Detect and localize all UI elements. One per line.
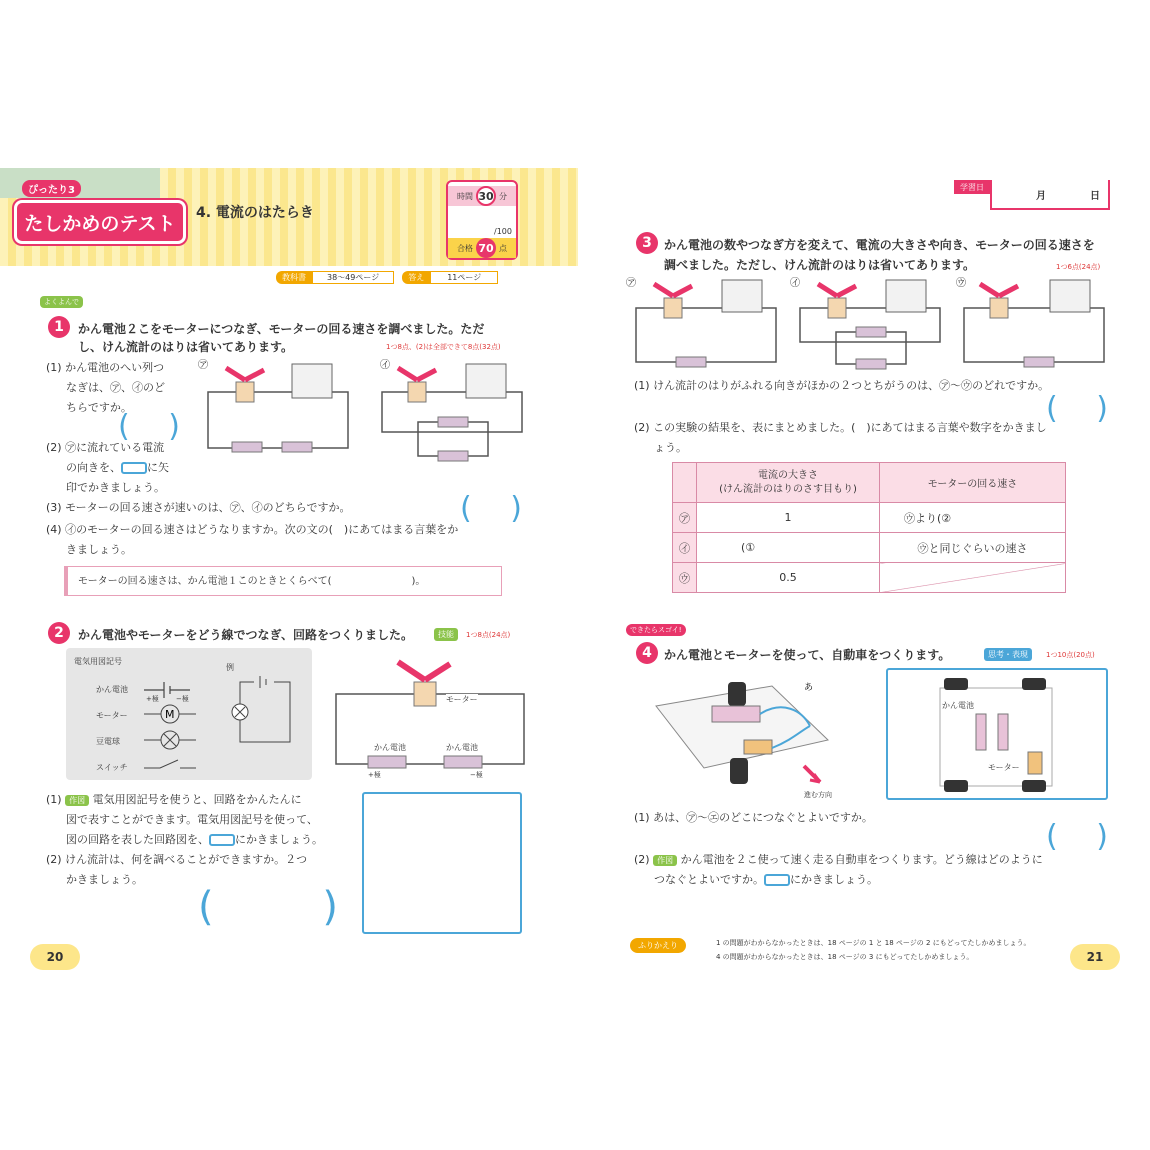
galvanometer-a-icon [292, 364, 332, 398]
score-total: /100 [494, 227, 512, 236]
box-motor-icon [1028, 752, 1042, 774]
date-label: 学習日 [954, 180, 990, 194]
pass-row [448, 238, 516, 258]
q2-battery1-icon [368, 756, 406, 768]
q3-label-a: ㋐ [626, 278, 636, 289]
q2-number: 2 [48, 622, 70, 644]
q3-battery-a-icon [676, 357, 706, 367]
q1-s1a: (1) かん電池のへい列つ [46, 361, 165, 374]
row-a-current: 1 [697, 503, 880, 533]
box-battery-2-icon [998, 714, 1008, 750]
q2-text: かん電池やモーターをどう線でつなぎ、回路をつくりました。 [78, 628, 414, 642]
q2-s2-answer[interactable]: ( ) [198, 884, 338, 930]
q3-motor-i-icon [828, 298, 846, 318]
q1-s1-answer[interactable]: ( ) [118, 409, 180, 444]
q2-s2b: かきましょう。 [66, 873, 143, 886]
q4-box-battery-label: かん電池 [942, 701, 974, 710]
row-i-current[interactable]: (① [697, 533, 880, 563]
q1-number: 1 [48, 316, 70, 338]
q2-s1d-line [66, 830, 323, 850]
q1-s2b-line [66, 458, 169, 478]
q2-s1e: にかきましょう。 [235, 833, 323, 846]
q3-s2b: ょう。 [654, 441, 687, 454]
motor-i-icon [408, 382, 426, 402]
q4-tag: 思考・表現 [984, 648, 1032, 661]
legend-symbols [140, 670, 300, 780]
q2-minus: −極 [470, 771, 483, 779]
q3-label-i: ㋑ [790, 278, 800, 289]
th1b: (けん流計のはりのさす目もり) [719, 483, 857, 495]
pass-label: 合格 [457, 243, 473, 253]
q4-points: 1つ10点(20点) [1046, 651, 1095, 659]
q1-s4a: (4) ㋑のモーターの回る速さはどうなりますか。次の文の( )にあてはまる言葉をか [46, 523, 459, 536]
month-label: 月 [1036, 190, 1046, 202]
switch-symbol-icon [144, 760, 196, 768]
bulb-symbol-lines [144, 734, 196, 746]
time-unit: 分 [499, 191, 507, 201]
q1-s4b: きましょう。 [66, 543, 132, 556]
galvanometer-i-icon [466, 364, 506, 398]
q1-circuit-diagrams [196, 356, 536, 466]
car-label-a: あ [804, 683, 814, 693]
q4-s2a: (2) [634, 853, 650, 866]
page-title: 4. 電流のはたらき [196, 205, 314, 221]
answer-page: 11ページ [430, 271, 498, 284]
car-illustration [652, 670, 874, 800]
q2-s1c: 図で表すことができます。電気用図記号を使って、 [66, 813, 318, 826]
box-wheel-2-icon [1022, 678, 1046, 690]
q2-s1d: 図の回路を表した回路図を、 [66, 833, 209, 846]
table-header-current [697, 463, 880, 503]
q3-text-2: 調べました。ただし、けん流計のはりは省いてあります。 [664, 258, 976, 272]
q1-s1c: ちらですか。 [66, 401, 132, 414]
box-wheel-4-icon [1022, 780, 1046, 792]
q3-propeller-a-icon [654, 284, 692, 296]
car-motor-icon [744, 740, 772, 754]
q4-s2-line [634, 850, 1043, 871]
q2-s1a: (1) [46, 793, 62, 806]
battery-a1-icon [232, 442, 262, 452]
q2-drawing-area[interactable] [362, 792, 522, 934]
row-u-key: ㋒ [673, 563, 697, 593]
brand-small: ぴったり3 [22, 180, 81, 197]
q3-points: 1つ6点(24点) [1056, 263, 1101, 271]
battery-i2-icon [438, 451, 468, 461]
battery-a2-icon [282, 442, 312, 452]
q4-badge: できたらスゴイ! [626, 624, 686, 636]
motor-m-glyph: M [165, 708, 175, 721]
arrow-box-icon [121, 462, 147, 474]
q3-label-u: ㋒ [956, 278, 966, 289]
q1-answer-box[interactable] [64, 566, 502, 596]
motor-a-icon [236, 382, 254, 402]
pass-unit: 点 [499, 243, 507, 253]
textbook-label: 教科書 [276, 271, 312, 284]
row-i-speed: ㋒と同じぐらいの速さ [880, 533, 1066, 563]
date-field[interactable] [990, 180, 1110, 210]
q1-s3-answer[interactable]: ( ) [460, 491, 522, 526]
legend-switch: スイッチ [96, 763, 128, 772]
time-value: 30 [476, 186, 496, 206]
q1-label-a: ㋐ [198, 360, 208, 371]
read-badge: よくよんで [40, 296, 83, 308]
row-u-speed [880, 563, 1066, 593]
q1-text-2: し、けん流計のはりは省いてあります。 [78, 340, 294, 354]
q4-s1: (1) あは、㋐〜㋓のどこにつなぐとよいですか。 [634, 811, 873, 824]
pass-value: 70 [476, 238, 496, 258]
q3-number: 3 [636, 232, 658, 254]
q3-s2a: (2) この実験の結果を、表にまとめました。( )にあてはまる言葉や数字をかきまし [634, 421, 1047, 434]
q3-battery-i2-icon [856, 359, 886, 369]
q2-plus: +極 [368, 771, 381, 779]
textbook-ref [276, 270, 498, 284]
q2-points: 1つ8点(24点) [466, 631, 511, 639]
time-label: 時間 [457, 191, 473, 201]
box-wheel-3-icon [944, 780, 968, 792]
q4-text: かん電池とモーターを使って、自動車をつくります。 [664, 648, 951, 662]
legend-bulb: 豆電球 [96, 737, 120, 746]
legend-title: 電気用図記号 [74, 657, 122, 666]
q2-motor-label: モーター [446, 695, 478, 704]
q3-motor-a-icon [664, 298, 682, 318]
q1-text-1: かん電池２こをモーターにつなぎ、モーターの回る速さを調べました。ただ [78, 322, 485, 336]
q4-direction-label: 進む方向 [804, 791, 832, 799]
row-u-current: 0.5 [697, 563, 880, 593]
left-page-number: 20 [30, 944, 80, 970]
q2-battery1-label: かん電池 [374, 743, 406, 752]
q4-s2b: かん電池を２こ使って速く走る自動車をつくります。どう線はどのように [680, 853, 1043, 866]
q2-motor-icon [414, 682, 436, 706]
q2-tag: 技能 [434, 628, 458, 641]
box-wheel-1-icon [944, 678, 968, 690]
draw-box-icon [209, 834, 235, 846]
q3-galvanometer-a-icon [722, 280, 762, 312]
q1-label-i: ㋑ [380, 360, 390, 371]
q2-s1b: 電気用図記号を使うと、回路をかんたんに [92, 793, 302, 806]
legend-example: 例 [226, 663, 234, 672]
q4-s1-answer[interactable]: ( ) [1046, 819, 1108, 854]
q3-wire-u [964, 308, 1104, 362]
review-badge: ふりかえり [630, 938, 686, 953]
q4-s2tag: 作図 [653, 855, 677, 866]
car-battery-icon [712, 706, 760, 722]
q3-battery-u-icon [1024, 357, 1054, 367]
answer-label: 答え [402, 271, 430, 284]
q3-propeller-i-icon [818, 284, 856, 296]
legend-plus: +極 [146, 695, 159, 703]
battery-i1-icon [438, 417, 468, 427]
date-box [954, 180, 1110, 210]
row-a-speed[interactable]: ㋒より(② [880, 503, 1066, 533]
row-a-key: ㋐ [673, 503, 697, 533]
propeller-a-icon [226, 368, 264, 380]
th1a: 電流の大きさ [758, 469, 818, 481]
brand-title: たしかめのテスト [14, 200, 186, 244]
q1-box-text: モーターの回る速さは、かん電池１このときとくらべて( [78, 576, 332, 587]
q1-s2b: の向きを、 [66, 461, 121, 474]
q1-s2a: (2) ㋐に流れている電流 [46, 441, 165, 454]
row-i-key: ㋑ [673, 533, 697, 563]
q2-propeller-icon [398, 662, 450, 680]
q4-number: 4 [636, 642, 658, 664]
q1-points: 1つ8点、(2)は全部できて8点(32点) [386, 343, 501, 351]
q2-circuit [332, 652, 532, 784]
legend-minus: −極 [176, 695, 189, 703]
q3-propeller-u-icon [980, 284, 1018, 296]
wheel-front-left-icon [730, 758, 748, 784]
textbook-pages: 38〜49ページ [312, 271, 394, 284]
q1-box-end: )。 [411, 576, 426, 587]
q1-s1b: なぎは、㋐、㋑のど [66, 381, 165, 394]
table-header-speed: モーターの回る速さ [880, 463, 1066, 503]
q3-motor-u-icon [990, 298, 1008, 318]
day-label: 日 [1090, 190, 1100, 202]
table-corner [673, 463, 697, 503]
q4-s2d: にかきましょう。 [790, 873, 878, 886]
wheel-back-left-icon [728, 682, 746, 706]
example-gap [254, 674, 274, 688]
q4-box-chassis [930, 676, 1060, 794]
q2-s1tag: 作図 [65, 795, 89, 806]
footer-line-2: 4 の問題がわからなかったときは、18 ページの 3 にもどってたしかめましょう。 [716, 953, 974, 961]
q2-battery2-icon [444, 756, 482, 768]
q2-s1-line [46, 790, 302, 811]
q3-circuit-diagrams [624, 274, 1114, 370]
q3-galvanometer-i-icon [886, 280, 926, 312]
q3-wire-a [636, 308, 776, 362]
q4-s2c-line [654, 870, 878, 890]
q3-s1-answer[interactable]: ( ) [1046, 391, 1108, 426]
q2-battery2-label: かん電池 [446, 743, 478, 752]
circuit-a-wire [208, 392, 348, 448]
q3-s1: (1) けん流計のはりがふれる向きがほかの２つとちがうのは、㋐〜㋒のどれですか。 [634, 379, 1050, 392]
q4-s2c: つなぐとよいですか。 [654, 873, 764, 886]
q1-s3: (3) モーターの回る速さが速いのは、㋐、㋑のどちらですか。 [46, 501, 351, 514]
battery-symbol-icon [144, 682, 190, 698]
right-page-number: 21 [1070, 944, 1120, 970]
q1-s2d: 印でかきましょう。 [66, 481, 165, 494]
q3-result-table [672, 462, 1066, 593]
legend-motor: モーター [96, 711, 128, 720]
q1-s2c: に矢 [147, 461, 169, 474]
box-battery-1-icon [976, 714, 986, 750]
q3-battery-i1-icon [856, 327, 886, 337]
q4-draw-box-icon [764, 874, 790, 886]
footer-line-1: 1 の問題がわからなかったときは、18 ページの 1 と 18 ページの 2 にもどってたしかめましょう。 [716, 939, 1031, 947]
q2-s2a: (2) けん流計は、何を調べることができますか。２つ [46, 853, 308, 866]
q4-box-motor-label: モーター [988, 763, 1020, 772]
time-row [448, 186, 516, 206]
legend-battery: かん電池 [96, 685, 128, 694]
q3-text-1: かん電池の数やつなぎ方を変えて、電流の大きさや向き、モーターの回る速さを [664, 238, 1095, 252]
q3-galvanometer-u-icon [1050, 280, 1090, 312]
propeller-i-icon [398, 368, 436, 380]
